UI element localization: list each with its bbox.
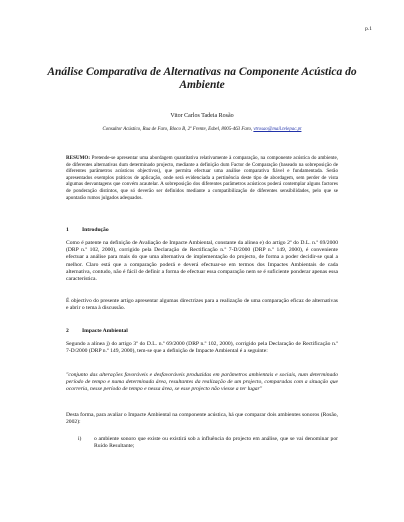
author-email-link[interactable]: vtrosao@mail.telepac.pt bbox=[253, 127, 302, 132]
list-marker: i) bbox=[78, 436, 82, 442]
section-heading-impacte-ambiental bbox=[66, 328, 128, 334]
author-affiliation bbox=[40, 127, 364, 132]
section-title: Impacte Ambiental bbox=[82, 328, 128, 334]
body-paragraph: Desta forma, para avaliar o Impacte Ambiental na componente acústica, há que comparar dois ambientes sonoros (Rosão, 2002): bbox=[66, 412, 338, 426]
section-number: 2 bbox=[66, 328, 69, 334]
author-name: Vitor Carlos Tadeia Rosão bbox=[170, 113, 234, 119]
paper-title: Análise Comparativa de Alternativas na Componente Acústica do Ambiente bbox=[47, 66, 357, 91]
affiliation-text: Consultor Acústico, Rua de Faro, Bloco B, 2º Frente, Esbel, 8005-463 Faro, bbox=[102, 127, 254, 132]
abstract-text: Pretende-se apresentar uma abordagem quantitativa relativamente à comparação, na componente acústica do ambiente, de diferentes alternativas dum determinado projecto, mediante a definição dum Factor de Comparação (baseado na sobreposição de diferentes parâmetros acústicos objectivos), que permita efectuar uma análise comparativa fiável e fundamentada. Serão apresentados exemplos práticos de aplicação, onde será evidenciada a pertinência deste tipo de abordagem, sem perder de vista algumas desvantagens que convém acautelar. A sobreposição dos diferentes parâmetros acústicos poderá contemplar alguns factores de ponderação distintos, que só deverão ser definidos mediante a compatibilização de diferentes sensibilidades, pelo que se apontarão rumos julgados adequados. bbox=[66, 155, 338, 201]
list-item bbox=[66, 436, 338, 450]
definition-quote: "conjunto das alterações favoráveis e desfavoráveis produzidas em parâmetros ambientais e sociais, num determinado período de tempo e numa determinada área, resultantes da realização de um projecto, comparadas com a situação que ocorreria, nesse período de tempo e nessa área, se esse projecto não viesse a ter lugar" bbox=[66, 372, 338, 393]
section-number: 1 bbox=[66, 227, 69, 233]
section-heading-introducao bbox=[66, 227, 109, 233]
page-number: p.1 bbox=[365, 26, 372, 32]
list-item-text: o ambiente sonoro que existe ou existirá sob a influência do projecto em análise, que se vai denominar por Ruído Resultante; bbox=[94, 436, 338, 450]
body-paragraph: É objectivo do presente artigo apresentar algumas directrizes para a realização de uma comparação eficaz de alternativas e abrir o tema à discussão. bbox=[66, 298, 338, 312]
section-title: Introdução bbox=[82, 227, 109, 233]
body-paragraph: Como é patente na definição de Avaliação de Impacte Ambiental, constante da alínea e) do artigo 2º do D.L. n.º 69/2000 (DRP n.º 102, 2000), corrigido pela Declaração de Rectificação n.º 7-D/2000 (DRP n.º 149, 2000), é conveniente efectuar a análise para mais do que uma alternativa de implementação do projecto, de forma a poder decidir-se qual a melhor. Claro está que a comparação poderá e deverá efectuar-se em termos dos Impactes Ambientais de cada alternativa, contudo, não é fácil de definir a forma de efectuar essa comparação nem se é suficiente ponderar apenas essa característica. bbox=[66, 240, 338, 283]
abstract-label: RESUMO: bbox=[66, 155, 91, 161]
body-paragraph: Segundo a alínea j) do artigo 3º do D.L. n.º 69/2000 (DRP n.º 102, 2000), corrigido pela Declaração de Rectificação n.º 7-D/2000 (DRP n.º 149, 2000), tem-se que a definição de Impacte Ambiental é a seguinte: bbox=[66, 341, 338, 355]
abstract bbox=[66, 155, 338, 201]
